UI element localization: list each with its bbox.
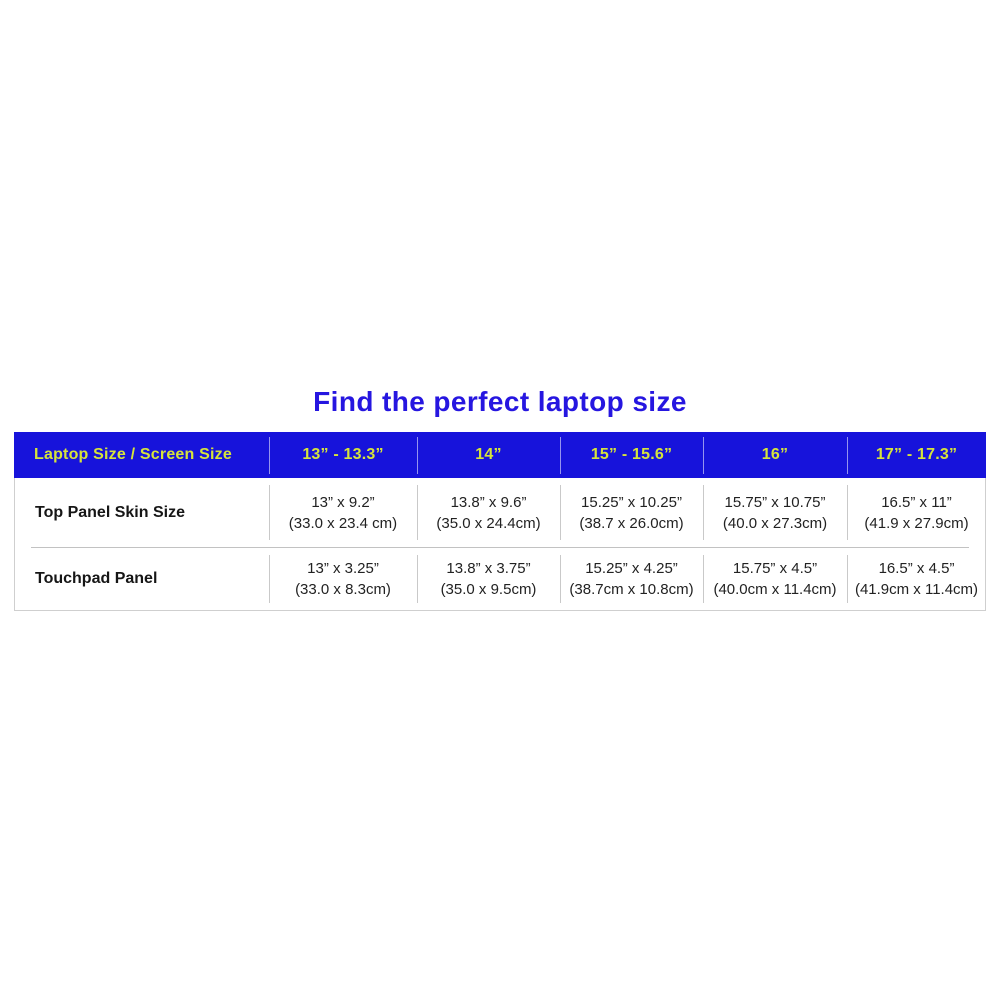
laptop-size-table — [14, 432, 986, 611]
size-cell — [703, 478, 847, 547]
inches-value: 15.75” x 4.5” — [732, 560, 818, 577]
cm-value: (41.9cm x 11.4cm) — [854, 581, 979, 598]
table-row-top-panel — [15, 478, 985, 547]
page-title: Find the perfect laptop size — [313, 386, 687, 417]
inches-value: 16.5” x 4.5” — [878, 560, 955, 577]
cm-value: (33.0 x 8.3cm) — [295, 581, 391, 598]
inches-value: 13.8” x 9.6” — [450, 493, 527, 511]
size-cell — [417, 478, 560, 547]
header-cell-16: 16” — [703, 446, 847, 464]
cm-value: (38.7 x 26.0cm) — [579, 514, 684, 532]
size-cell — [847, 548, 986, 610]
cm-value: (35.0 x 9.5cm) — [440, 581, 537, 598]
inches-value: 13” x 3.25” — [307, 560, 379, 577]
cm-value: (35.0 x 24.4cm) — [436, 514, 541, 532]
cm-value: (41.9 x 27.9cm) — [864, 514, 969, 532]
size-cell — [703, 548, 847, 610]
header-cell-17-17-3: 17” - 17.3” — [847, 446, 986, 464]
cm-value: (40.0 x 27.3cm) — [722, 514, 828, 532]
header-cell-15-15-6: 15” - 15.6” — [560, 446, 703, 464]
table-header-row — [14, 432, 986, 478]
inches-value: 13” x 9.2” — [311, 493, 375, 511]
row-label: Touchpad Panel — [35, 570, 158, 587]
cm-value: (33.0 x 23.4 cm) — [288, 514, 398, 532]
table-body — [14, 478, 986, 611]
inches-value: 15.25” x 4.25” — [585, 560, 678, 577]
header-cell-laptop-size: Laptop Size / Screen Size — [34, 446, 232, 463]
size-cell — [269, 478, 417, 547]
size-cell — [560, 548, 703, 610]
size-cell — [417, 548, 560, 610]
row-label: Top Panel Skin Size — [35, 503, 185, 521]
size-cell — [269, 548, 417, 610]
inches-value: 15.25” x 10.25” — [581, 493, 682, 511]
size-cell — [847, 478, 986, 547]
inches-value: 16.5” x 11” — [881, 493, 952, 511]
cm-value: (40.0cm x 11.4cm) — [713, 581, 837, 598]
cm-value: (38.7cm x 10.8cm) — [569, 581, 694, 598]
inches-value: 13.8” x 3.75” — [446, 560, 531, 577]
table-row-touchpad — [15, 548, 985, 610]
header-cell-13-13-3: 13” - 13.3” — [269, 446, 417, 464]
size-cell — [560, 478, 703, 547]
header-cell-14: 14” — [417, 446, 560, 464]
inches-value: 15.75” x 10.75” — [724, 493, 826, 511]
